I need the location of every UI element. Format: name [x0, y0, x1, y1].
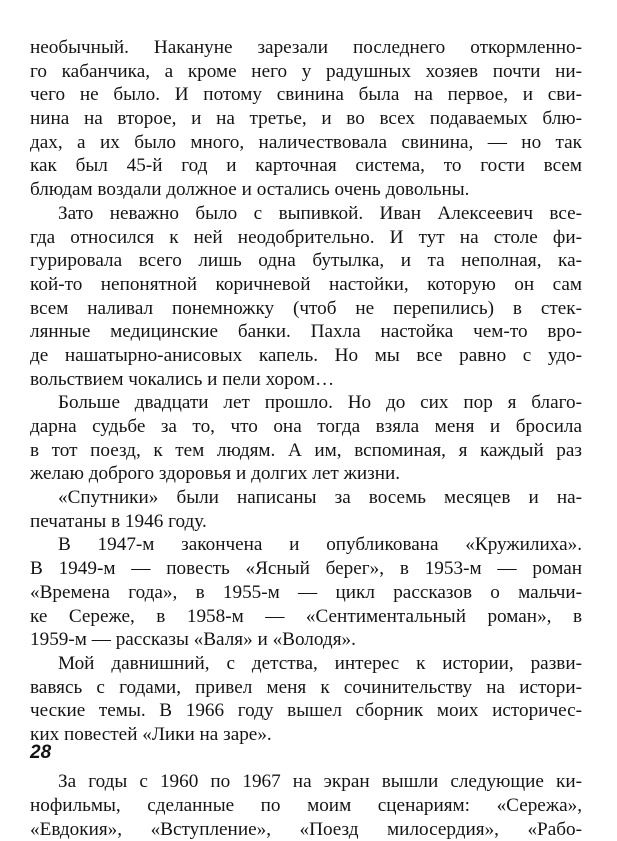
text-line: лянные медицинские банки. Пахла настойка чем-то вро- — [30, 321, 582, 343]
paragraph — [30, 652, 582, 747]
text-line: В 1947-м закончена и опубликована «Кружилиха». — [58, 534, 582, 556]
text-line: 1959-м — рассказы «Валя» и «Володя». — [30, 629, 356, 651]
paragraph — [30, 486, 582, 533]
text-line: нина на второе, и на третье, и во всех подаваемых блю- — [30, 108, 582, 130]
text-line: кой-то непонятной коричневой настойки, которую он сам — [30, 273, 582, 295]
paragraph — [30, 36, 582, 202]
text-line: блюдам воздали должное и остались очень довольны. — [30, 179, 470, 201]
text-line: ческие темы. В 1966 году вышел сборник моих историчес- — [30, 700, 582, 722]
text-line: «Евдокия», «Вступление», «Поезд милосердия», «Рабо- — [30, 818, 582, 840]
paragraph — [30, 770, 582, 841]
text-line: Больше двадцати лет прошло. Но до сих пор я благо- — [58, 392, 582, 414]
text-line: дах, а их было много, наличествовала свинина, — но так — [30, 131, 582, 153]
text-line: дарна судьбе за то, что она тогда взяла меня и бросила — [30, 416, 582, 437]
text-line: В 1949-м — повесть «Ясный берег», в 1953-м — роман — [30, 558, 582, 580]
text-line: За годы с 1960 по 1967 на экран вышли следующие ки- — [58, 771, 582, 793]
text-line: вавясь с годами, привел меня к сочинительству на истори- — [30, 676, 582, 698]
paragraph — [30, 391, 582, 486]
text-line: желаю доброго здоровья и долгих лет жизни. — [30, 463, 401, 485]
text-line: Зато неважно было с выпивкой. Иван Алексеевич все- — [58, 202, 582, 224]
text-line: «Времена года», в 1955-м — цикл рассказов о мальчи- — [30, 581, 582, 603]
paragraph — [30, 533, 582, 651]
section-gap — [30, 747, 582, 771]
text-line: печатаны в 1946 году. — [30, 510, 207, 532]
text-line: необычный. Накануне зарезали последнего откормленно- — [30, 37, 582, 58]
text-line: как был 45-й год и карточная система, то гости всем — [30, 155, 582, 177]
paragraph — [30, 202, 582, 392]
text-line: нофильмы, сделанные по моим сценариям: «Сережа», — [30, 795, 582, 816]
text-line: ких повестей «Лики на заре». — [30, 723, 272, 745]
page-text — [30, 36, 582, 841]
text-line: всем наливал понемножку (чтоб не перепились) в стек- — [30, 297, 582, 319]
text-line: «Спутники» были написаны за восемь месяцев и на- — [58, 487, 582, 509]
text-line: вольствием чокались и пели хором… — [30, 368, 335, 390]
text-line: ке Сереже, в 1958-м — «Сентиментальный роман», в — [30, 605, 582, 627]
text-line: гда относился к ней неодобрительно. И тут на столе фи- — [30, 226, 582, 248]
text-line: чего не было. И потому свинина была на первое, и сви- — [30, 84, 582, 106]
text-line: гурировала всего лишь одна бутылка, и та неполная, ка- — [30, 250, 582, 272]
text-line: де нашатырно-анисовых капель. Но мы все равно с удо- — [30, 344, 582, 366]
text-line: в тот поезд, к тем людям. А им, вспоминая, я каждый раз — [30, 439, 582, 461]
text-line: го кабанчика, а кроме него у радушных хозяев почти ни- — [30, 60, 582, 82]
page-number: 28 — [30, 742, 52, 763]
text-line: Мой давнишний, с детства, интерес к истории, разви- — [58, 652, 582, 674]
